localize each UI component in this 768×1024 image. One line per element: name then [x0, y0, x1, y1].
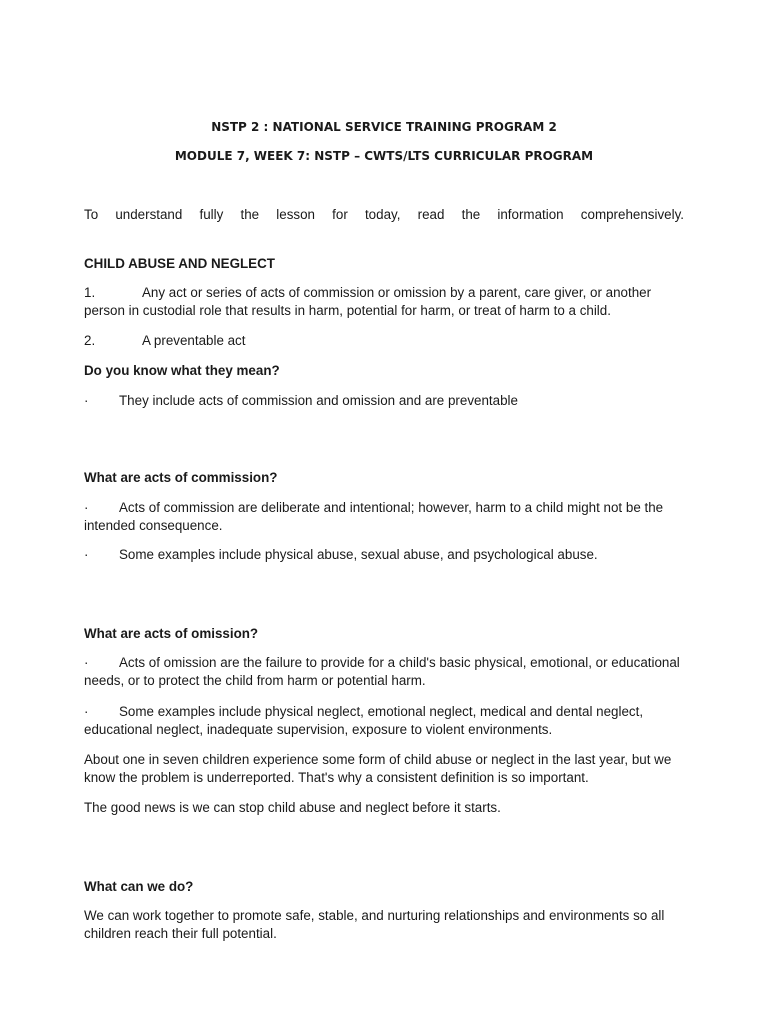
item-text: A preventable act — [142, 333, 246, 348]
bullet-marker: · — [84, 500, 89, 515]
bullet-item — [84, 703, 684, 739]
document-subtitle: MODULE 7, WEEK 7: NSTP – CWTS/LTS CURRICULAR PROGRAM — [174, 149, 594, 163]
bullet-item — [84, 546, 684, 564]
section-heading-meaning: Do you know what they mean? — [84, 363, 280, 378]
bullet-text: Acts of commission are deliberate and intentional; however, harm to a child might not be the intended consequence. — [84, 500, 664, 533]
bullet-marker: · — [84, 547, 89, 562]
action-paragraph: We can work together to promote safe, stable, and nurturing relationships and environments so all children reach their full potential. — [84, 908, 665, 941]
numbered-item — [84, 332, 684, 350]
bullet-text: They include acts of commission and omission and are preventable — [119, 393, 518, 408]
bullet-marker: · — [84, 704, 89, 719]
numbered-item — [84, 284, 684, 320]
bullet-text: Some examples include physical neglect, emotional neglect, medical and dental neglect, educational neglect, inadequate supervision, exposure to violent environments. — [84, 704, 644, 737]
intro-paragraph: To understand fully the lesson for today, read the information comprehensively. — [84, 207, 684, 222]
good-news-paragraph: The good news is we can stop child abuse and neglect before it starts. — [84, 800, 501, 815]
bullet-item — [84, 654, 684, 690]
item-marker: 2. — [84, 333, 96, 348]
document-title: NSTP 2 : NATIONAL SERVICE TRAINING PROGRAM 2 — [211, 120, 557, 134]
item-text: Any act or series of acts of commission or omission by a parent, care giver, or another person in custodial role that results in harm, potential for harm, or treat of harm to a child. — [84, 285, 652, 318]
bullet-text: Acts of omission are the failure to provide for a child's basic physical, emotional, or educational needs, or to protect the child from harm or potential harm. — [84, 655, 680, 688]
section-heading-commission: What are acts of commission? — [84, 470, 278, 485]
bullet-marker: · — [84, 655, 89, 670]
bullet-item — [84, 499, 684, 535]
item-marker: 1. — [84, 285, 96, 300]
section-heading-what-can-we-do: What can we do? — [84, 879, 194, 894]
bullet-text: Some examples include physical abuse, sexual abuse, and psychological abuse. — [119, 547, 598, 562]
bullet-marker: · — [84, 393, 89, 408]
section-heading-child-abuse: CHILD ABUSE AND NEGLECT — [84, 256, 275, 271]
statistics-paragraph: About one in seven children experience some form of child abuse or neglect in the last year, but we know the problem is underreported. That's why a consistent definition is so important. — [84, 752, 672, 785]
bullet-item — [84, 392, 684, 410]
section-heading-omission: What are acts of omission? — [84, 626, 259, 641]
